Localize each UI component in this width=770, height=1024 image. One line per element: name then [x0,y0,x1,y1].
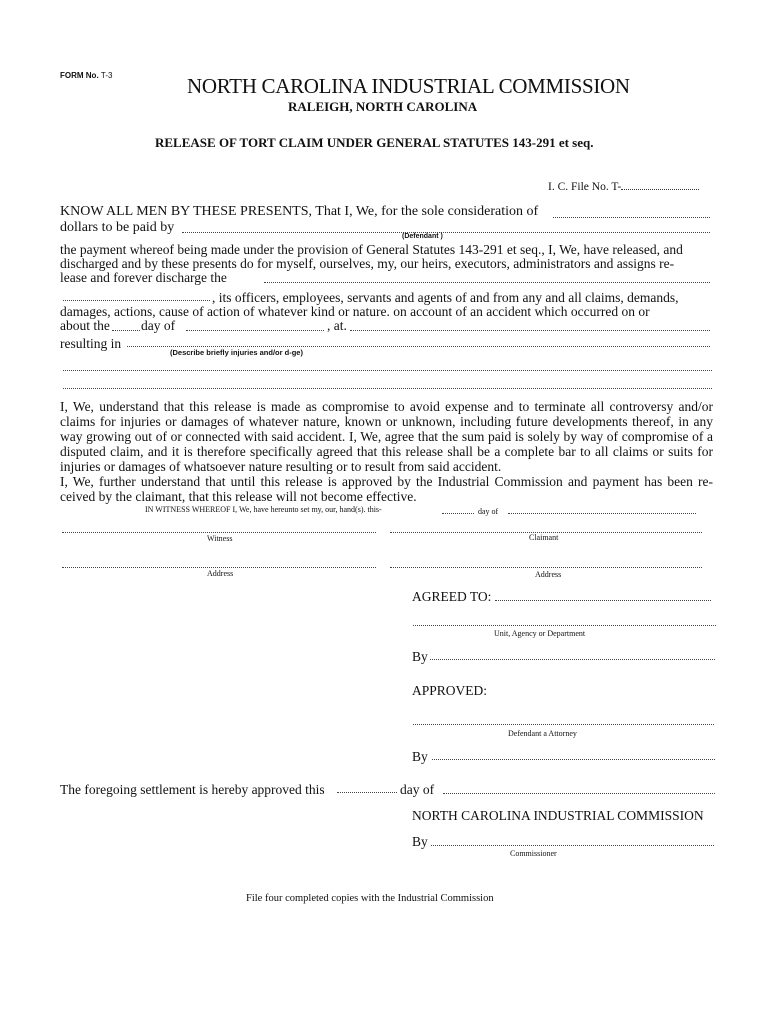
claimant-address-input[interactable] [390,567,702,568]
by-input-2[interactable] [432,759,715,760]
defendant-attorney-input[interactable] [413,724,714,725]
discharge-party-input[interactable] [264,282,710,283]
compromise-paragraph: I, We, understand that this release is made as compromise to avoid expense and to terminate all controversy and/or claims for injuries or damages of whatever nature, known or unknown, including future developments thereof, in any way growing out of or connected with said accident. I, We, agree that the sum paid is solely by way of compromise of a disputed claim, and it is therefore specifically agreed that this release shall be a complete bar to all claims or suits for injuries or damages of whatsoever nature resulting or to result from said accident. [60,399,713,474]
injuries-input-2[interactable] [63,370,712,371]
agreed-to-input[interactable] [495,600,711,601]
accident-location-input[interactable] [350,330,710,331]
file-number-label: I. C. File No. T- [548,181,622,193]
injuries-input-3[interactable] [63,388,712,389]
claimant-address-label: Address [535,570,562,579]
approval-paragraph: I, We, further understand that until this release is approved by the Industrial Commission and payment has been re-ceived by the claimant, that this release will not become effective. [60,474,713,504]
witness-month-input[interactable] [508,513,696,514]
form-number-label: FORM No. [60,71,99,80]
witness-address-input[interactable] [62,567,376,568]
released-party-input[interactable] [63,300,210,301]
p1-line7: damages, actions, cause of action of whatever kind or nature. on account of an accident which occurred on or [60,304,650,319]
p1-line6: , its officers, employees, servants and agents of and from any and all claims, demands, [212,290,679,305]
form-title: NORTH CAROLINA INDUSTRIAL COMMISSION [187,74,630,98]
witness-address-label: Address [207,569,234,578]
p1-line5: lease and forever discharge the [60,270,227,285]
witness-statement-b: day of [478,507,499,516]
settlement-statement-b: day of [400,782,435,797]
p1-line2: dollars to be paid by [60,220,175,235]
defendant-attorney-label: Defendant a Attorney [508,729,577,738]
form-subtitle: RALEIGH, NORTH CAROLINA [288,99,478,114]
form-number-value: T-3 [100,71,113,80]
claimant-label: Claimant [529,533,559,542]
by-label-2: By [412,749,428,764]
unit-input[interactable] [413,625,716,626]
form-heading: RELEASE OF TORT CLAIM UNDER GENERAL STATUTES 143-291 et seq. [155,135,594,150]
p1-line4: discharged and by these presents do for myself, ourselves, my, our heirs, executors, administrators and assigns re- [60,256,675,271]
defendant-input[interactable] [182,232,710,233]
defendant-caption: (Defendant ) [402,233,443,240]
agreed-to-label: AGREED TO: [412,589,492,604]
settlement-month-input[interactable] [443,793,715,794]
p1-line8-a: about the [60,318,110,333]
accident-month-input[interactable] [186,330,324,331]
settlement-statement-a: The foregoing settlement is hereby approved this [60,782,325,797]
form-number [60,71,112,80]
settlement-day-input[interactable] [337,792,397,793]
by-input-1[interactable] [430,659,715,660]
p1-line8-c: , at. [327,318,347,333]
file-number-field [548,180,699,195]
commissioner-signature-input[interactable] [431,845,714,846]
p1-line8-b: day of [141,318,176,333]
file-number-input[interactable] [621,188,699,190]
injuries-caption: (Describe briefly injuries and/or d-ge) [170,348,303,357]
injuries-input[interactable] [127,346,710,347]
p1-line1: KNOW ALL MEN BY THESE PRESENTS, That I, We, for the sole consideration of [60,204,539,219]
unit-label: Unit, Agency or Department [494,629,586,638]
witness-signature-input[interactable] [62,532,376,533]
by-label-1: By [412,649,428,664]
witness-label: Witness [207,534,233,543]
consideration-amount-input[interactable] [553,217,710,218]
approved-label: APPROVED: [412,683,488,698]
witness-statement-a: IN WITNESS WHEREOF I, We, have hereunto set my, our, hand(s). this- [145,505,382,514]
accident-day-input[interactable] [112,330,140,331]
commissioner-label: Commissioner [510,849,557,858]
p1-line3: the payment whereof being made under the provision of General Statutes 143-291 et seq., I, We, have released, and [60,242,683,257]
by-label-3: By [412,834,428,849]
commission-signature-label: NORTH CAROLINA INDUSTRIAL COMMISSION [412,808,704,823]
p1-line9: resulting in [60,336,122,351]
footer-instruction: File four completed copies with the Industrial Commission [246,893,494,904]
witness-day-input[interactable] [442,513,474,514]
